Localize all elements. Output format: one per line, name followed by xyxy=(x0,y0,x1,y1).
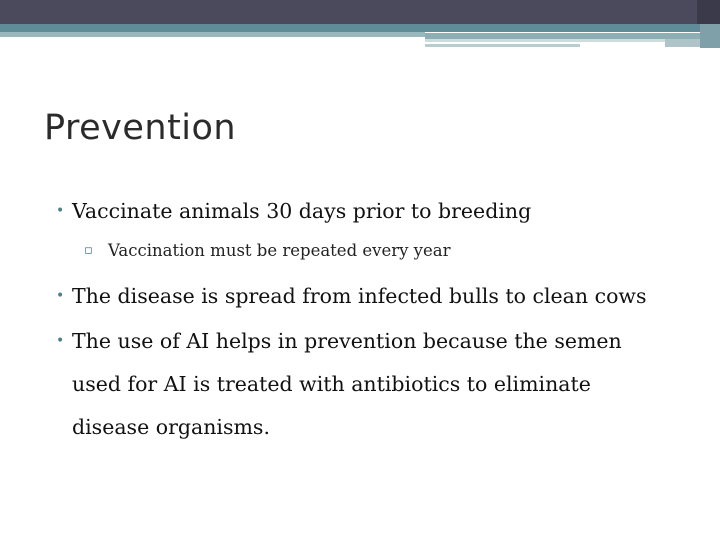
square-bullet-icon: ▫ xyxy=(84,243,93,258)
bullet-line: disease organisms. xyxy=(72,415,270,439)
bullet-text: Vaccinate animals 30 days prior to breeding xyxy=(72,199,532,223)
sub-bullet-item xyxy=(74,233,696,269)
header-dark-bar xyxy=(0,0,720,24)
bullet-dot-icon: • xyxy=(56,333,65,349)
bullet-line: used for AI is treated with antibiotics to eliminate xyxy=(72,372,591,396)
header-pale-line-1 xyxy=(425,39,665,42)
slide-title: Prevention xyxy=(44,108,237,148)
bullet-line: The use of AI helps in prevention because the semen xyxy=(72,329,622,353)
bullet-dot-icon: • xyxy=(56,288,65,304)
header-pale-line-2 xyxy=(425,44,580,47)
bullet-text: The disease is spread from infected bulls to clean cows xyxy=(72,284,647,308)
header-teal-stripe-left xyxy=(0,32,425,37)
bullet-item-3 xyxy=(56,320,696,449)
header-corner-accent xyxy=(700,24,720,48)
bullet-item-2 xyxy=(56,275,696,318)
header-teal-stripe xyxy=(0,24,720,32)
header-dark-corner xyxy=(697,0,720,24)
sub-bullet-text: Vaccination must be repeated every year xyxy=(108,241,451,260)
bullet-list xyxy=(56,190,696,449)
bullet-dot-icon: • xyxy=(56,203,65,219)
bullet-item-1 xyxy=(56,190,696,233)
